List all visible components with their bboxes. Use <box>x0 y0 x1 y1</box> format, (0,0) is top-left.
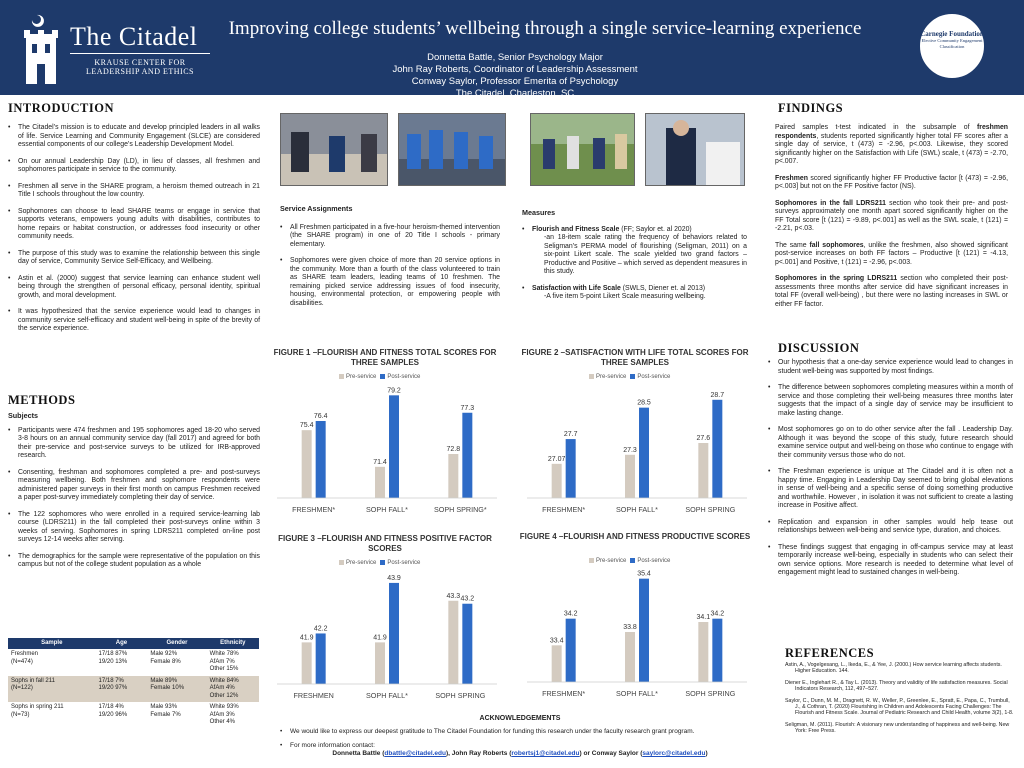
measure-desc: -an 18-item scale rating the frequency of behaviors related to Seligman’s PERMA model of flourishing (Seligman, 2011) on a six-point Likert scale. The scale yielded two grand factors – Productive and Positive – which served as dependent measures in this study. <box>544 234 748 275</box>
table-header-row <box>8 638 259 649</box>
bar-post <box>316 633 326 684</box>
data-label: 75.4 <box>299 422 314 430</box>
poster-title: Improving college students’ wellbeing through a single service-learning experience <box>228 18 862 39</box>
sample-name: Freshmen <box>11 651 39 657</box>
references-heading: REFERENCES <box>785 646 875 660</box>
age-value: 19/20 97% <box>98 685 128 691</box>
intro-bullet: • Freshmen all serve in the SHARE program, a heroism themed outreach in 21 Title I schools throughout the low country. <box>8 183 260 200</box>
data-label: 43.2 <box>460 595 475 603</box>
ethnicity-cell <box>207 702 259 729</box>
finding-paragraph <box>775 275 1008 309</box>
sample-name: Sophs in spring 211 <box>11 704 64 710</box>
carnegie-seal <box>918 12 986 80</box>
category-label: FRESHMEN* <box>542 689 586 698</box>
discussion-heading: DISCUSSION <box>778 341 860 355</box>
data-label: 27.07 <box>547 455 566 463</box>
gender-value: Female 10% <box>150 685 185 691</box>
ethnicity-value: Other 12% <box>209 692 239 699</box>
measure-item <box>522 226 747 277</box>
bar-pre <box>448 454 458 498</box>
sample-n: (N=122) <box>11 685 33 691</box>
logo-divider <box>70 53 210 54</box>
ethnicity-value: AfAm 7% <box>209 658 235 665</box>
finding-paragraph <box>775 175 1008 192</box>
age-cell <box>96 702 148 729</box>
bar-pre <box>302 642 312 684</box>
author-list <box>330 52 700 100</box>
sample-n: (N=474) <box>11 658 33 665</box>
center-name: KRAUSE CENTER FOR LEADERSHIP AND ETHICS <box>86 58 194 76</box>
data-label: 43.3 <box>446 592 461 600</box>
gender-value: Male 92% <box>150 651 178 657</box>
chart-plot <box>265 348 505 520</box>
bar-pre <box>625 455 635 498</box>
category-label: SOPH SPRING* <box>433 505 487 514</box>
discussion-bullet: • The Freshman experience is unique at The Citadel and it is often not a happy time. Engaging in Leadership Day seemed to bring global elevations in sense of well-being and a specific sense of doing something productive and worthwhile. However , in isolation it was not sufficient to create a lasting increase in Positive affect. <box>768 468 1013 511</box>
age-value: 17/18 87% <box>98 651 128 657</box>
measure-cite: (SWLS, Diener et. al 2013) <box>620 284 706 292</box>
contact-list: Donnetta Battle (dbattle@citadel.edu), John Ray Roberts (robertsj1@citadel.edu) or Conway Saylor (saylorc@citadel.edu) <box>332 750 708 757</box>
service-photo-3 <box>530 113 635 186</box>
service-bullet: • All Freshmen participated in a five-hour heroism-themed intervention (the SHARE program) in one of 20 Title I schools - primary elementary. <box>280 224 500 250</box>
bar-pre <box>302 430 312 498</box>
bar-pre <box>552 464 562 498</box>
legend-label: Post-service <box>637 558 671 565</box>
discussion-bullet: • Replication and expansion in other samples would help tease out relationships between well-being and service type, duration, and choices. <box>768 519 1013 536</box>
findings-heading: FINDINGS <box>778 101 844 115</box>
methods-heading: METHODS <box>8 393 76 407</box>
measure-desc: -A five item 5-point Likert Scale measuring wellbeing. <box>544 293 706 300</box>
data-label: 27.7 <box>563 431 578 439</box>
ethnicity-cell <box>207 676 259 703</box>
bar-post <box>712 400 722 498</box>
age-value: 19/20 13% <box>98 658 128 665</box>
introduction-heading: INTRODUCTION <box>8 101 115 115</box>
intro-bullet: • It was hypothesized that the service experience would lead to changes in community service self-efficacy and student well-being in spite of the brevity of the service experience. <box>8 308 260 334</box>
discussion-bullet: • Most sophomores go on to do other service after the fall . Leadership Day. Although it was beyond the scope of this study, future research should examine service output and well-being on those who continue to engage with their community versus those who do not. <box>768 426 1013 460</box>
methods-bullet: • The demographics for the sample were representative of the population on this campus but not of the college student population as a whole <box>8 553 260 570</box>
data-label: 41.9 <box>299 634 314 642</box>
legend-label: Pre-service <box>346 560 377 567</box>
reference-item: Seligman, M. (2011). Flourish: A visionary new understanding of happiness and well-being. New York: Free Press. <box>785 721 1010 735</box>
chart-title: FIGURE 2 –SATISFACTION WITH LIFE TOTAL SCORES FOR THREE SAMPLES <box>521 348 749 367</box>
methods-body <box>8 412 260 578</box>
table-header: Age <box>96 638 148 649</box>
ack-thanks-text: We would like to express our deepest gratitude to The Citadel Foundation for funding this research under the faculty research grant program. <box>290 728 695 735</box>
references-list <box>785 662 1015 740</box>
legend-label: Post-service <box>387 560 421 567</box>
legend-label: Post-service <box>387 374 421 381</box>
demographics-table <box>8 638 259 729</box>
contact-name: Donnetta Battle <box>332 750 381 757</box>
age-value: 19/20 96% <box>98 711 128 718</box>
ack-thanks: • We would like to express our deepest gratitude to The Citadel Foundation for funding this research under the faculty research grant program. <box>280 728 695 735</box>
table-header: Ethnicity <box>207 638 259 649</box>
data-label: 27.6 <box>696 435 711 442</box>
finding-text: section who took their pre- and post-surveys approximately one month apart scored significantly higher on the FF Total score [t (121) = -9.89, p<.001] as well as the SWL scale, t (121) = -2.21, p<.03. <box>775 199 1009 232</box>
data-label: 28.7 <box>710 391 725 399</box>
category-label: SOPH FALL* <box>616 505 658 514</box>
gender-value: Female 8% <box>150 658 181 665</box>
finding-emphasis: freshmen respondents <box>775 124 1008 140</box>
category-label: SOPH SPRING <box>685 689 736 698</box>
chart-plot <box>265 534 505 706</box>
category-label: FRESHMEN* <box>542 505 586 514</box>
data-label: 79.2 <box>387 387 401 395</box>
category-label: FRESHMEN* <box>292 505 336 514</box>
measure-item <box>522 285 747 302</box>
bar-pre <box>698 443 708 498</box>
reference-item: Saylor, C., Dunn, M. M., Dragnett, R. W., Weller, P., Greenlee, E., Spratt, E., Papa, C., Trumbull, J., & Cothran, T. (2020) Flourishing in Children and Adolescents Facing Challenges: The Flourish and Fitness Scale. Journal of Pediatric Research and Child Health, volume 3(2), 1-8. <box>785 697 1014 717</box>
table-header: Gender <box>147 638 206 649</box>
finding-emphasis: Sophomores in the fall LDRS211 <box>775 199 886 207</box>
data-label: 27.3 <box>623 446 637 454</box>
acknowledgements-heading: ACKNOWLEDGEMENTS <box>479 715 561 722</box>
bar-post <box>712 619 722 682</box>
measure-name: Flourish and Fitness Scale <box>532 225 620 233</box>
gender-cell <box>147 702 206 729</box>
ethnicity-value: White 93% <box>209 704 239 710</box>
measures-heading: Measures <box>522 208 556 217</box>
gender-value: Female 7% <box>150 711 181 718</box>
data-label: 76.4 <box>313 413 328 420</box>
category-label: SOPH SPRING <box>685 505 736 514</box>
category-label: SOPH FALL* <box>616 689 658 698</box>
bar-post <box>566 439 576 498</box>
data-label: 35.4 <box>637 570 651 578</box>
data-label: 71.4 <box>373 458 387 466</box>
finding-paragraph <box>775 242 1008 268</box>
intro-bullet: • The Citadel’s mission is to educate and develop principled leaders in all walks of life. Service Learning and Community Engagement (SLCE) are considered essential components of our college’s Leadership Development Model. <box>8 124 260 150</box>
data-label: 28.5 <box>637 399 651 407</box>
author-line: The Citadel, Charleston, SC <box>455 88 575 99</box>
figure-2-chart <box>515 348 755 520</box>
data-label: 34.2 <box>563 610 578 618</box>
measure-cite: (FF; Saylor et. al 2020) <box>619 225 692 233</box>
bar-post <box>389 395 399 498</box>
finding-text: The same <box>775 241 810 249</box>
sample-cell <box>8 649 96 676</box>
sample-cell <box>8 702 96 729</box>
reference-item: Astin, A., Vogelgesang, L., Ikeda, E., & Yee, J. (2000.) How service learning affects students. Higher Education. 144. <box>785 662 1002 675</box>
bar-post <box>462 413 472 498</box>
bar-post <box>316 421 326 498</box>
citadel-tower-icon <box>22 12 60 84</box>
service-bullet: • Sophomores were given choice of more than 20 service options in the community. More than a fourth of the class volunteered to train as SHARE team leaders, leading teams of 10 freshmen. The remaining picked service addressing issues of food insecurity, housing, environmental protection, or empowering people with disabilities. <box>280 257 500 308</box>
finding-text: , unlike the freshmen, also showed significant post-service increases on both FF factors – Productive [t (121) = -4.13, p<.001] and Positive, t (121) = -2.96, p<.003. <box>775 241 1008 266</box>
figure-4-chart <box>515 532 755 704</box>
measure-name: Satisfaction with Life Scale <box>532 284 621 292</box>
ethnicity-value: White 84% <box>209 677 239 684</box>
contact-email-link[interactable]: saylorc@citadel.edu <box>642 750 706 757</box>
finding-text: Paired samples t-test indicated in the subsample of <box>775 124 977 131</box>
methods-bullet: • Consenting, freshman and sophomores completed a pre- and post-surveys measuring wellbeing. Both freshmen and sophomore respondents were administered paper surveys in their first month on campus Freshmen received a paper post-survey immediately completing their day of service. <box>8 469 260 503</box>
finding-paragraph <box>775 124 1008 167</box>
gender-value: Male 93% <box>150 704 178 710</box>
contact-name: John Ray Roberts <box>451 750 508 757</box>
discussion-bullet: • These findings suggest that engaging in off-campus service may at least temporarily increase well-being, especially in students who can select their own service options. More research is needed to determine what level of engagement might lead to sustained changes in well-being. <box>768 544 1013 578</box>
bar-post <box>566 619 576 682</box>
methods-bullet: • Participants were 474 freshmen and 195 sophomores aged 18-20 who served 3-8 hours on an annual community service day (fall 2017) and agreed for both their pre-service and post-service surveys to be utilized for IRB-approved research. <box>8 427 260 461</box>
category-label: FRESHMEN <box>293 691 334 700</box>
chart-title: FIGURE 4 –FLOURISH AND FITNESS PRODUCTIVE SCORES <box>519 532 751 541</box>
table-row <box>8 676 259 703</box>
figure-3-chart <box>265 534 505 706</box>
reference-item: Diener E., Inglehart R., & Tay L. (2013). Theory and validity of life satisfaction measures. Social Indicators Research, 112, 497–527. <box>785 679 1008 693</box>
ethnicity-value: White 78% <box>209 651 239 657</box>
gender-cell <box>147 649 206 676</box>
seal-title: Carnegie Foundation <box>920 30 984 38</box>
category-label: SOPH SPRING <box>435 691 486 700</box>
intro-bullet: • The purpose of this study was to examine the relationship between this single day of service, Community Service Self-Efficacy, and Wellbeing. <box>8 250 260 267</box>
finding-emphasis: fall sophomores <box>809 241 864 249</box>
bar-pre <box>448 601 458 684</box>
author-line: Donnetta Battle, Senior Psychology Major <box>427 52 603 63</box>
data-label: 41.9 <box>373 634 387 642</box>
finding-paragraph <box>775 200 1008 234</box>
contact-email-link[interactable]: dbattle@citadel.edu <box>384 750 446 757</box>
category-label: SOPH FALL* <box>366 505 408 514</box>
ethnicity-value: AfAm 4% <box>209 685 235 691</box>
bar-pre <box>625 632 635 682</box>
chart-title: FIGURE 3 –FLOURISH AND FITNESS POSITIVE FACTOR SCORES <box>278 534 492 553</box>
bar-post <box>389 583 399 684</box>
table-row <box>8 702 259 729</box>
bar-post <box>639 408 649 498</box>
service-photo-2 <box>398 113 506 186</box>
introduction-body <box>8 124 260 342</box>
table-header: Sample <box>8 638 96 649</box>
intro-bullet: • On our annual Leadership Day (LD), in lieu of classes, all freshmen and sophomores participate in service to the community. <box>8 158 260 175</box>
discussion-bullet: • The difference between sophomores completing measures within a month of service and those completing their well-being measures three months later suggests that the impact of a single day of service may be insufficient to make lasting change. <box>768 384 1013 418</box>
ack-contact: • For more information contact: <box>280 742 375 749</box>
ethnicity-value: AfAm 3% <box>209 711 235 718</box>
data-label: 34.2 <box>710 610 725 618</box>
bar-post <box>462 604 472 684</box>
author-line: Conway Saylor, Professor Emerita of Psychology <box>411 76 619 87</box>
legend-label: Pre-service <box>346 374 377 381</box>
contact-name: Conway Saylor <box>591 750 639 757</box>
bar-pre <box>698 622 708 682</box>
legend-label: Pre-service <box>596 558 627 565</box>
legend-label: Post-service <box>637 374 671 381</box>
legend-label: Pre-service <box>596 374 627 381</box>
finding-text: , students reported significantly higher total FF scores after a single day of service, t (473) = -2.96, p<.003. Likewise, they scored significantly higher on the Satisfaction with Life (SWL) scale, t (473) = -2.70, p<.007. <box>775 132 1008 165</box>
discussion-bullet: • Our hypothesis that a one-day service experience would lead to changes in student well-being was supported by most findings. <box>768 359 1013 376</box>
age-value: 17/18 4% <box>98 704 124 710</box>
sample-n: (N=73) <box>11 711 30 718</box>
chart-plot <box>515 348 755 520</box>
table-row <box>8 649 259 676</box>
contact-intro: For more information contact: <box>290 742 375 749</box>
finding-emphasis: Sophomores in the spring LDRS211 <box>775 275 898 282</box>
bar-post <box>639 579 649 682</box>
ethnicity-cell <box>207 649 259 676</box>
bar-pre <box>552 645 562 682</box>
university-name: The Citadel <box>70 22 198 51</box>
finding-emphasis: Freshmen <box>775 174 808 182</box>
findings-body <box>775 124 1008 317</box>
age-cell <box>96 676 148 703</box>
data-label: 77.3 <box>460 404 475 412</box>
gender-value: Male 89% <box>150 677 178 684</box>
contact-email-link[interactable]: robertsj1@citadel.edu <box>511 750 580 757</box>
poster-header <box>0 0 1024 99</box>
service-photo-1 <box>280 113 388 186</box>
chart-title: FIGURE 1 –FLOURISH AND FITNESS TOTAL SCORES FOR THREE SAMPLES <box>273 348 497 367</box>
ethnicity-value: Other 15% <box>209 666 239 672</box>
ethnicity-value: Other 4% <box>209 719 236 725</box>
bar-pre <box>375 467 385 498</box>
data-label: 34.1 <box>696 614 711 621</box>
data-label: 33.4 <box>549 637 564 645</box>
figure-1-chart <box>265 348 505 520</box>
chart-plot <box>515 532 755 704</box>
age-value: 17/18 7% <box>98 677 124 684</box>
service-photo-4 <box>645 113 745 186</box>
subjects-subheading: Subjects <box>8 411 38 420</box>
intro-bullet: • Sophomores can choose to lead SHARE teams or engage in service that supports veterans, empowers young adults with disabilities, contributes to home repairs or habitat construction, or addresses food insecurity or other community needs. <box>8 208 260 242</box>
sample-cell <box>8 676 96 703</box>
data-label: 72.8 <box>446 446 461 453</box>
category-label: SOPH FALL* <box>366 691 408 700</box>
finding-text: scored significantly higher FF Productive factor [t (473) = -2.96, p<.003] but not on the FF Positive factor (NS). <box>775 174 1008 190</box>
data-label: 33.8 <box>623 624 637 631</box>
measures <box>522 209 747 310</box>
service-assignments <box>280 205 500 316</box>
data-label: 42.2 <box>313 625 328 633</box>
seal-subtitle: Elective Community Engagement Classification <box>921 38 983 49</box>
sample-name: Sophs in fall 211 <box>11 677 55 684</box>
methods-bullet: • The 122 sophomores who were enrolled in a required service-learning lab course (LDRS211) in the fall completed their post-surveys online within 3 weeks of serving. Sophomores in spring LDRS211 completed on-line post surveys 12-14 weeks after serving. <box>8 511 260 545</box>
service-assignments-heading: Service Assignments <box>280 204 353 213</box>
intro-bullet: • Astin et al. (2000) suggest that service learning can enhance student well being through the strengthen of personal efficacy, personal identity, spiritual growth, and moral development. <box>8 275 260 301</box>
age-cell <box>96 649 148 676</box>
bar-pre <box>375 642 385 684</box>
acknowledgements <box>280 715 760 758</box>
finding-text: section who completed their post-assessments three months after service did have significant increases in total FF (overall well-being) , but there were no lasting increases in SWL or either FF factor. <box>775 275 1008 308</box>
author-line: John Ray Roberts, Coordinator of Leadership Assessment <box>392 64 638 75</box>
gender-cell <box>147 676 206 703</box>
discussion-body <box>768 359 1013 586</box>
data-label: 43.9 <box>387 574 401 582</box>
